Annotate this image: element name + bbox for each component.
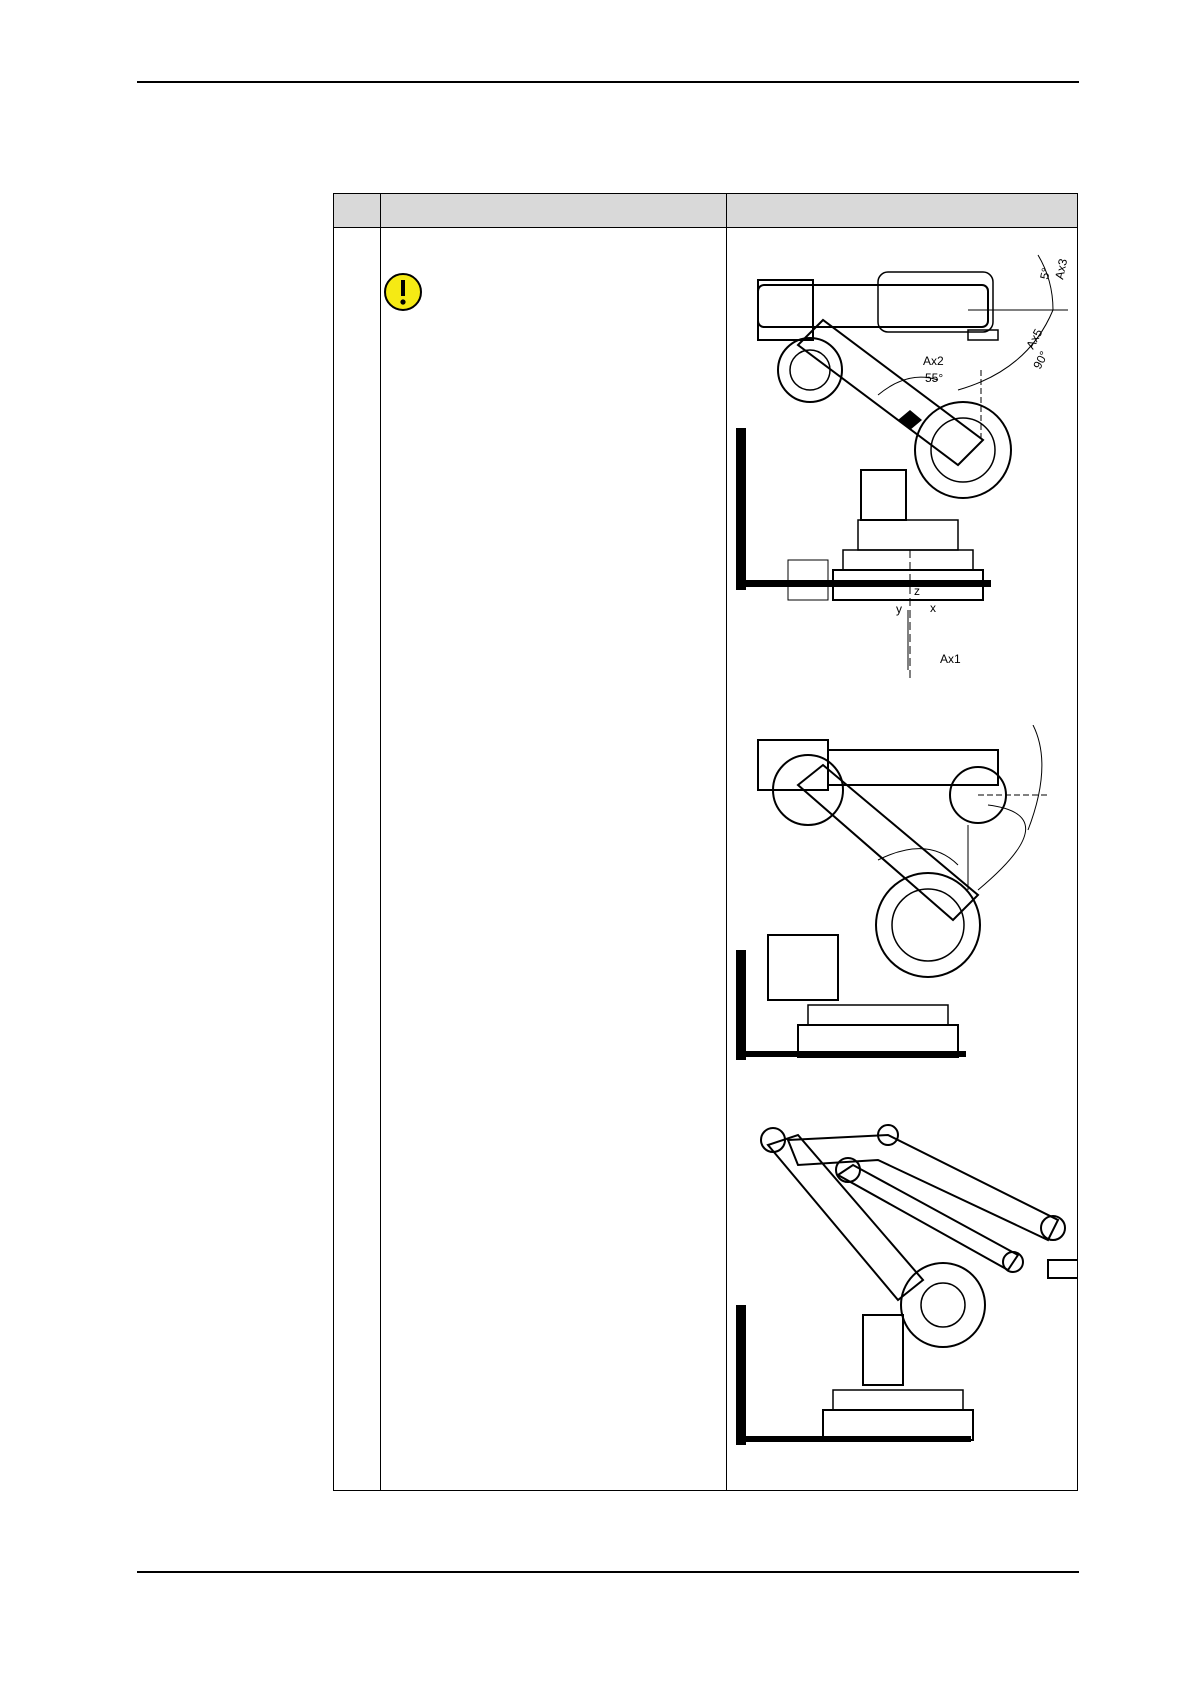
label-ax3-angle: 5°	[1037, 266, 1054, 281]
column-divider	[380, 194, 381, 1490]
label-ax5: Ax5	[1023, 326, 1046, 352]
label-ax3: Ax3	[1052, 257, 1071, 281]
label-ax2-angle: 55°	[925, 371, 944, 385]
robot-figure-variant-3	[728, 1120, 1078, 1460]
label-y: y	[896, 602, 902, 616]
header-cell-step	[334, 194, 382, 228]
footer-rule	[137, 1571, 1079, 1573]
label-ax1: Ax1	[940, 652, 961, 666]
column-divider	[726, 194, 727, 1490]
label-x: x	[930, 601, 936, 615]
robot-figure-axis-positions	[728, 250, 1078, 680]
label-z: z	[914, 584, 920, 598]
caution-icon	[383, 272, 423, 312]
label-ax5-angle: 90°	[1030, 348, 1052, 372]
robot-figure-variant-2	[728, 725, 1078, 1075]
label-ax2: Ax2	[923, 354, 944, 368]
header-rule	[137, 81, 1079, 83]
header-cell-action	[382, 194, 730, 228]
header-cell-illustration	[726, 194, 1074, 228]
table-header-row	[334, 194, 1077, 228]
